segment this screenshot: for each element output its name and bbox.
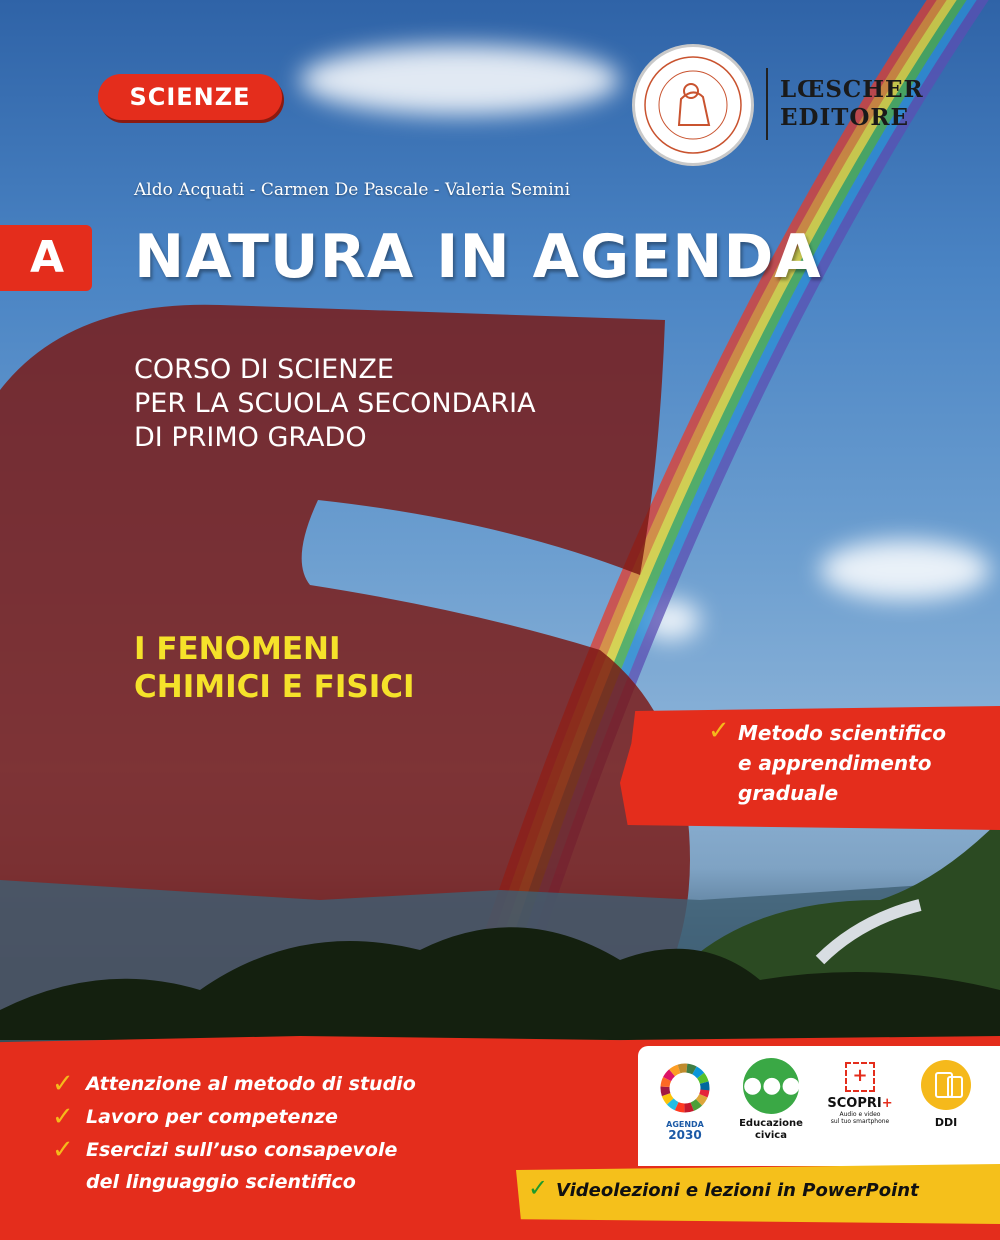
authors: Aldo Acquati - Carmen De Pascale - Valeria Semini <box>134 180 571 200</box>
feature-item <box>52 1068 416 1101</box>
checkmark-icon: ✓ <box>52 1069 74 1099</box>
publisher-seal-logo <box>632 44 754 166</box>
people-icon: ●●● <box>743 1058 799 1114</box>
agenda-2030-wheel-icon <box>657 1060 713 1116</box>
scan-frame-icon: + <box>845 1062 875 1092</box>
checkmark-icon: ✓ <box>708 716 730 746</box>
agenda-label-line1: AGENDA <box>666 1120 704 1129</box>
video-label: Videolezioni e lezioni in PowerPoint <box>556 1180 919 1201</box>
volume-letter: A <box>30 232 65 283</box>
method-line2: e apprendimento <box>738 751 932 775</box>
feature-label: Attenzione al metodo di studio <box>86 1073 416 1095</box>
scopri-plus-logo <box>818 1062 902 1125</box>
ddi-logo <box>918 1060 974 1129</box>
feature-item <box>52 1134 416 1167</box>
educazione-label-line1: Educazione <box>739 1118 803 1129</box>
icons-panel <box>638 1046 1000 1166</box>
method-line3: graduale <box>738 781 839 805</box>
subtitle-line3: DI PRIMO GRADO <box>134 422 367 453</box>
scopri-sub2: sul tuo smartphone <box>830 1118 890 1125</box>
scopri-label: SCOPRI <box>827 1096 882 1111</box>
agenda-2030-logo <box>654 1060 716 1142</box>
book-title: NATURA IN AGENDA <box>134 222 822 292</box>
checkmark-icon: ✓ <box>528 1174 549 1202</box>
method-text <box>738 718 946 808</box>
scopri-plus: + <box>881 1096 893 1111</box>
devices-icon <box>921 1060 971 1110</box>
checkmark-icon: ✓ <box>52 1135 74 1165</box>
feature-list <box>52 1068 416 1197</box>
method-line1: Metodo scientifico <box>738 721 946 745</box>
series-badge: SCIENZE <box>98 74 282 120</box>
publisher-divider <box>766 68 768 140</box>
checkmark-icon: ✓ <box>52 1102 74 1132</box>
topic <box>134 630 415 706</box>
educazione-label-line2: civica <box>755 1130 787 1141</box>
scopri-sub1: Audio e video <box>839 1111 881 1118</box>
topic-line1: I FENOMENI <box>134 631 341 667</box>
feature-item <box>52 1101 416 1134</box>
feature-label-continued: del linguaggio scientifico <box>86 1171 356 1193</box>
educazione-civica-logo <box>734 1058 808 1142</box>
publisher-name <box>780 76 924 132</box>
topic-line2: CHIMICI E FISICI <box>134 669 415 705</box>
ddi-label: DDI <box>934 1116 958 1129</box>
subtitle-line1: CORSO DI SCIENZE <box>134 354 394 385</box>
subtitle <box>134 353 536 455</box>
agenda-label-line2: 2030 <box>668 1128 702 1142</box>
feature-label: Lavoro per competenze <box>86 1106 338 1128</box>
publisher-name-line2: EDITORE <box>780 104 910 131</box>
subtitle-line2: PER LA SCUOLA SECONDARIA <box>134 388 536 419</box>
publisher-name-line1: LŒSCHER <box>780 76 924 103</box>
feature-label: Esercizi sull’uso consapevole <box>86 1139 398 1161</box>
